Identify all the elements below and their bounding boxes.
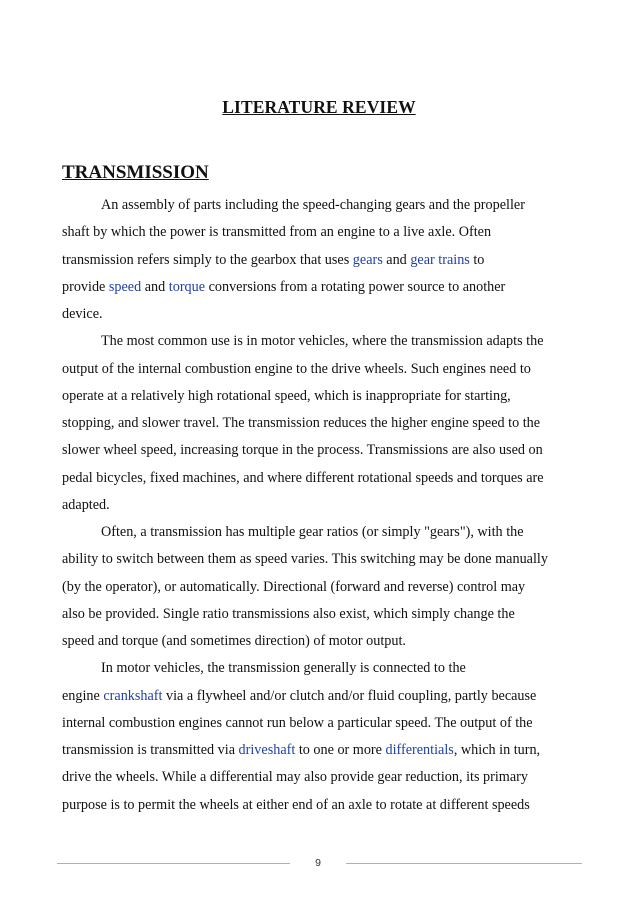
paragraph-4-line	[62, 768, 528, 786]
text-run: drive the wheels. While a differential may also provide gear reduction, its primary	[62, 769, 528, 786]
text-run: transmission refers simply to the gearbox that uses	[62, 251, 353, 268]
paragraph-3-line	[62, 578, 525, 596]
text-run: In motor vehicles, the transmission generally is connected to the	[101, 660, 466, 677]
text-run: to	[469, 251, 485, 268]
hyperlink[interactable]: gear trains	[410, 251, 470, 268]
hyperlink[interactable]: differentials	[385, 742, 454, 758]
paragraph-1-line	[62, 251, 484, 269]
paragraph-3-line	[101, 523, 524, 541]
text-run: engine	[62, 687, 104, 704]
text-run: operate at a relatively high rotational speed, which is inappropriate for starting,	[62, 387, 511, 404]
footer-rule-right	[346, 863, 582, 864]
page-number: 9	[315, 857, 321, 869]
text-run: device.	[62, 306, 103, 322]
paragraph-2-line	[62, 387, 511, 405]
paragraph-4-line	[62, 714, 533, 732]
paragraph-4-line	[101, 659, 466, 677]
paragraph-1-line	[62, 223, 491, 241]
footer-rule-left	[57, 863, 290, 864]
paragraph-4-line	[62, 796, 530, 814]
text-run: adapted.	[62, 496, 110, 513]
paragraph-4-line	[62, 687, 536, 705]
hyperlink[interactable]: crankshaft	[103, 687, 163, 704]
text-run: via a flywheel and/or clutch and/or fluid coupling, partly because	[162, 687, 537, 704]
paragraph-2-line	[62, 360, 531, 378]
text-run: stopping, and slower travel. The transmission reduces the higher engine speed to the	[62, 415, 541, 431]
page-title: LITERATURE REVIEW	[222, 97, 416, 117]
text-run: An assembly of parts including the speed-changing gears and the propeller	[101, 197, 525, 213]
paragraph-3-line	[62, 550, 548, 568]
paragraph-4-line	[62, 741, 540, 759]
text-run: speed and torque (and sometimes direction) of motor output.	[62, 633, 406, 649]
text-run: slower wheel speed, increasing torque in the process. Transmissions are also used on	[62, 442, 543, 459]
hyperlink[interactable]: speed	[108, 278, 142, 295]
text-run: to one or more	[295, 742, 386, 758]
paragraph-2-line	[62, 496, 110, 514]
text-run: Often, a transmission has multiple gear ratios (or simply "gears"), with the	[101, 524, 524, 540]
text-run: ability to switch between them as speed varies. This switching may be done manually	[62, 551, 548, 568]
paragraph-2-line	[62, 441, 543, 459]
text-run: The most common use is in motor vehicles, where the transmission adapts the	[101, 333, 544, 350]
text-run: pedal bicycles, fixed machines, and where different rotational speeds and torques are	[62, 469, 544, 486]
hyperlink[interactable]: gears	[352, 251, 383, 268]
text-run: shaft by which the power is transmitted from an engine to a live axle. Often	[62, 224, 492, 241]
paragraph-2-line	[62, 469, 544, 487]
text-run: provide	[62, 278, 109, 295]
text-run: also be provided. Single ratio transmissions also exist, which simply change the	[62, 605, 515, 622]
text-run: , which in turn,	[453, 742, 541, 758]
paragraph-3-line	[62, 632, 406, 650]
hyperlink[interactable]: torque	[168, 278, 206, 295]
paragraph-3-line	[62, 605, 515, 623]
text-run: purpose is to permit the wheels at either end of an axle to rotate at different speeds	[62, 796, 530, 813]
text-run: transmission is transmitted via	[62, 742, 239, 758]
text-run: and	[141, 278, 169, 295]
paragraph-1-line	[62, 278, 505, 296]
paragraph-2-line	[62, 414, 540, 432]
section-heading: TRANSMISSION	[62, 162, 209, 183]
text-run: (by the operator), or automatically. Directional (forward and reverse) control may	[62, 578, 526, 595]
text-run: output of the internal combustion engine to the drive wheels. Such engines need to	[62, 360, 531, 377]
paragraph-1-line	[62, 305, 103, 323]
hyperlink[interactable]: driveshaft	[238, 742, 296, 758]
text-run: and	[382, 251, 411, 268]
text-run: conversions from a rotating power source to another	[205, 278, 506, 295]
paragraph-1-line	[101, 196, 525, 214]
paragraph-2-line	[101, 332, 544, 350]
text-run: internal combustion engines cannot run below a particular speed. The output of the	[62, 714, 533, 731]
